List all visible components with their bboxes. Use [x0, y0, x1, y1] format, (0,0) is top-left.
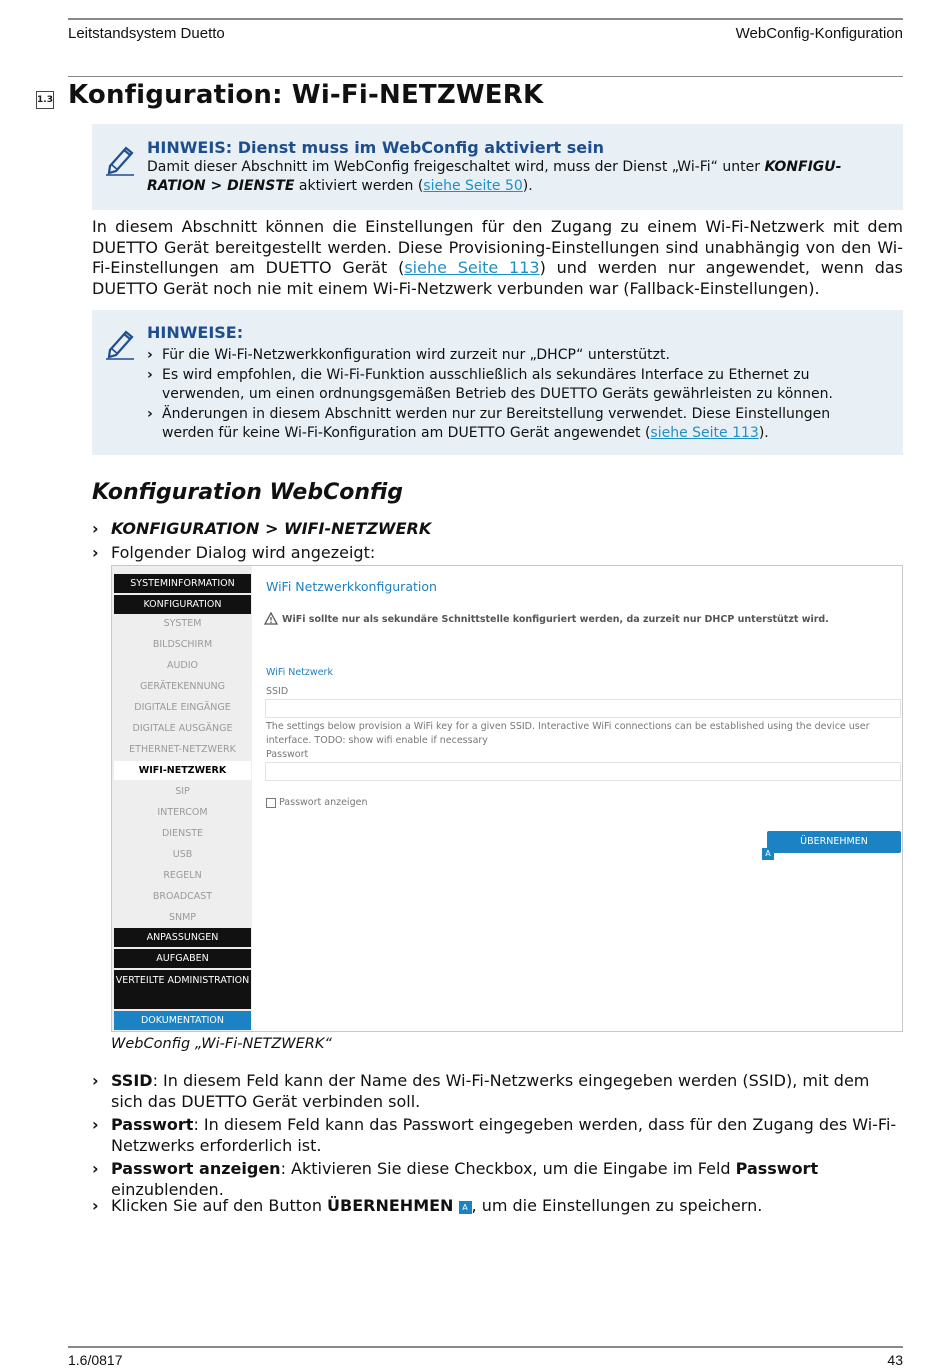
callout-marker-a: A — [459, 1201, 472, 1214]
nav-item-broadcast[interactable]: BROADCAST — [152, 891, 213, 902]
final-step-item: › Klicken Sie auf den Button ÜBERNEHMEN A , um die Einstellungen zu speichern. — [92, 1196, 763, 1215]
link-page-113[interactable]: siehe Seite 113 — [650, 425, 759, 441]
nav-item-konfiguration[interactable]: KONFIGURATION — [114, 595, 251, 614]
field-desc-item: › Passwort: In diesem Feld kann das Passwort eingegeben werden, dass für den Zugang des Wi-Fi-Netzwerks erforderlich ist. — [92, 1115, 897, 1155]
header-top-rule — [68, 18, 903, 20]
nav-item-bildschirm[interactable]: BILDSCHIRM — [152, 639, 213, 650]
field-descriptions — [92, 1070, 903, 1200]
nav-item-sip[interactable]: SIP — [175, 786, 190, 797]
ssid-input[interactable] — [265, 699, 901, 718]
note-list-item: › Für die Wi-Fi-Netzwerkkonfiguration wird zurzeit nur „DHCP“ unterstützt. — [147, 347, 670, 363]
note-title: HINWEISE: — [147, 323, 244, 342]
apply-button[interactable]: ÜBERNEHMEN — [767, 831, 901, 853]
nav-item-anpassungen[interactable]: ANPASSUNGEN — [114, 928, 251, 947]
pencil-icon — [104, 142, 136, 176]
footer-version: 1.6/0817 — [68, 1352, 123, 1368]
nav-item-systeminformation[interactable]: SYSTEMINFORMATION — [114, 574, 251, 593]
nav-item-aufgaben[interactable]: AUFGABEN — [114, 949, 251, 968]
header-right: WebConfig-Konfiguration — [735, 25, 903, 42]
nav-item-system[interactable]: SYSTEM — [163, 618, 202, 629]
header-left: Leitstandsystem Duetto — [68, 25, 225, 42]
nav-item-dienste[interactable]: DIENSTE — [161, 828, 204, 839]
nav-item-intercom[interactable]: INTERCOM — [157, 807, 208, 818]
note-list — [147, 346, 881, 444]
nav-item-audio[interactable]: AUDIO — [166, 660, 199, 671]
wifi-group-label: WiFi Netzwerk — [266, 667, 333, 678]
note-box-hints — [92, 310, 903, 455]
nav-item-snmp[interactable]: SNMP — [168, 912, 197, 923]
field-desc-item: › Passwort anzeigen: Aktivieren Sie diese Checkbox, um die Eingabe im Feld Passwort einzublenden. — [92, 1159, 819, 1199]
show-password-label: Passwort anzeigen — [279, 797, 368, 808]
note-list-item: › Änderungen in diesem Abschnitt werden nur zur Bereitstellung verwendet. Diese Einstellungen werden für keine Wi-Fi-Konfiguration am DUETTO Gerät angewendet (siehe Seite 113). — [147, 405, 831, 441]
webconfig-screenshot — [111, 565, 903, 1032]
nav-item-usb[interactable]: USB — [172, 849, 193, 860]
step-item: › KONFIGURATION > WIFI-NETZWERK — [92, 519, 432, 538]
intro-paragraph: In diesem Abschnitt können die Einstellungen für den Zugang zu einem Wi-Fi-Netzwerk mit dem DUETTO Gerät bereitgestellt werden. Diese Provisioning-Einstellungen sind unabhängig von den Wi-Fi-Einstellungen am DUETTO Gerät (siehe Seite 113) und werden nur angewendet, wenn das DUETTO Gerät noch nie mit einem Wi-Fi-Netzwerk verbunden war (Fallback-Einstellungen). — [92, 217, 903, 298]
nav-item-wifi-netzwerk[interactable]: WIFI-NETZWERK — [114, 761, 251, 780]
password-input[interactable] — [265, 762, 901, 781]
nav-item-dokumentation[interactable]: DOKUMENTATION — [114, 1011, 251, 1030]
nav-item-ethernet-netzwerk[interactable]: ETHERNET-NETZWERK — [129, 744, 236, 755]
link-page-50[interactable]: siehe Seite 50 — [423, 178, 523, 194]
subsection-title: Konfiguration WebConfig — [92, 480, 404, 505]
nav-item-gerätekennung[interactable]: GERÄTEKENNUNG — [139, 681, 225, 692]
note-list-item: › Es wird empfohlen, die Wi-Fi-Funktion ausschließlich als sekundäres Interface zu Ethernet zu verwenden, um einen ordnungsgemäßen Betrieb des DUETTO Geräts gewährleisten zu können. — [147, 366, 833, 402]
callout-marker-a: A — [762, 848, 774, 860]
note-box-service — [92, 124, 903, 210]
footer-rule — [68, 1346, 903, 1348]
section-number-badge: 1.3 — [36, 91, 54, 109]
steps-list — [92, 518, 903, 563]
link-page-113[interactable]: siehe Seite 113 — [404, 258, 540, 277]
pencil-icon — [104, 326, 136, 360]
note-title: HINWEIS: Dienst muss im WebConfig aktiviert sein — [147, 138, 604, 157]
page-title: Konfiguration: Wi-Fi-NETZWERK — [68, 80, 544, 110]
password-label: Passwort — [266, 749, 309, 760]
note-text: Damit dieser Abschnitt im WebConfig freigeschaltet wird, muss der Dienst „Wi-Fi“ unter KONFIGU-RATION > DIENSTE aktiviert werden (siehe Seite 50). — [147, 159, 842, 194]
page-number: 43 — [887, 1352, 903, 1368]
header-bottom-rule — [68, 76, 903, 77]
nav-item-regeln[interactable]: REGELN — [163, 870, 202, 881]
field-desc-item: › SSID: In diesem Feld kann der Name des Wi-Fi-Netzwerks eingegeben werden (SSID), mit dem sich das DUETTO Gerät verbinden soll. — [92, 1071, 870, 1111]
nav-item-digitale-eingänge[interactable]: DIGITALE EINGÄNGE — [134, 702, 231, 713]
warning-icon — [264, 612, 278, 625]
ssid-label: SSID — [266, 686, 289, 697]
webconfig-page-title: WiFi Netzwerkkonfiguration — [266, 579, 437, 594]
nav-item-verteilte-administration[interactable]: VERTEILTE ADMINISTRATION — [114, 970, 251, 1009]
wifi-warning-text: WiFi sollte nur als sekundäre Schnittstelle konfiguriert werden, da zurzeit nur DHCP unterstützt wird. — [282, 614, 829, 625]
figure-caption: WebConfig „Wi-Fi-NETZWERK“ — [111, 1036, 332, 1052]
wifi-help-text: The settings below provision a WiFi key for a given SSID. Interactive WiFi connections can be established using the device user interface. TODO: show wifi enable if necessary — [266, 721, 870, 746]
nav-item-digitale-ausgänge[interactable]: DIGITALE AUSGÄNGE — [132, 723, 233, 734]
final-step — [92, 1195, 903, 1216]
step-item: › Folgender Dialog wird angezeigt: — [92, 543, 376, 562]
show-password-checkbox[interactable] — [266, 798, 276, 808]
